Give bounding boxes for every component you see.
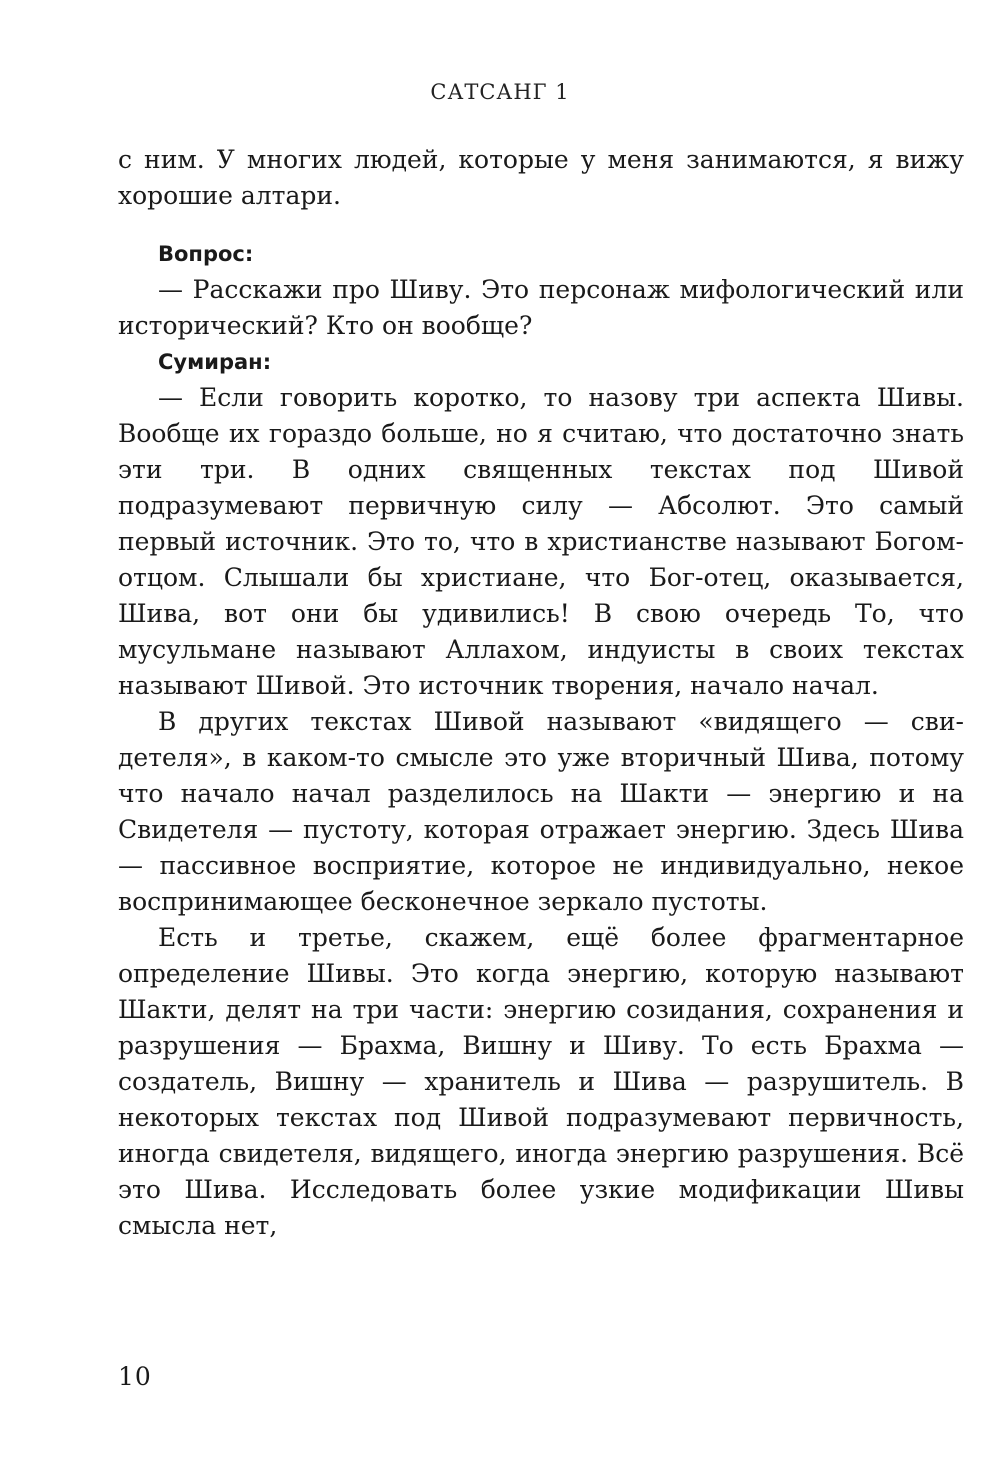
paragraph-answer-3: Есть и третье, скажем, ещё более фрагментарное определение Шивы. Это когда энергию, которую называют Шакти, делят на три части: энергию созидания, сохранения и разрушения — Брахма, Вишну и Шиву. То есть Брахма — создатель, Вишну — хранитель и Шива — разрушитель. В некоторых текстах под Шивой подразумевают первичность, иногда свидетеля, видящего, иногда энергию разрушения. Всё это Шива. Исследовать более узкие модификации Шивы смысла нет,: [118, 923, 964, 1240]
paragraph-continued: с ним. У многих людей, которые у меня занимаются, я вижу хорошие алтари.: [118, 145, 964, 210]
speaker-label-sumiran: Сумиран:: [158, 350, 272, 374]
paragraph-answer-1: — Если говорить коротко, то назову три аспекта Шивы. Вообще их гораздо больше, но я считаю, что достаточно знать эти три. В одних священных текстах под Шивой подразумевают первичную силу — Абсолют. Это самый первый источник. Это то, что в христианстве называют Богом-отцом. Слышали бы христиане, что Бог-отец, оказывается, Шива, вот они бы удивились! В свою очередь То, что мусульмане называют Аллахом, индуисты в своих текстах называют Шивой. Это источник творения, начало начал.: [118, 383, 964, 700]
paragraph-question: — Расскажи про Шиву. Это персонаж мифологический или исторический? Кто он вообще?: [118, 275, 964, 340]
paragraph-answer-2: В других текстах Шивой называют «видящего — свидетеля», в каком-то смысле это уже вторичный Шива, потому что начало начал разделилось на Шакти — энергию и на Свидетеля — пустоту, которая отражает энергию. Здесь Шива — пассивное восприятие, которое не индивидуально, некое воспринимающее бесконечное зеркало пустоты.: [118, 707, 964, 916]
page-number: 10: [118, 1362, 152, 1391]
body-text: [118, 142, 964, 1244]
running-head: САТСАНГ 1: [430, 80, 570, 104]
section-gap: [118, 214, 964, 236]
speaker-label-question: Вопрос:: [158, 242, 254, 266]
